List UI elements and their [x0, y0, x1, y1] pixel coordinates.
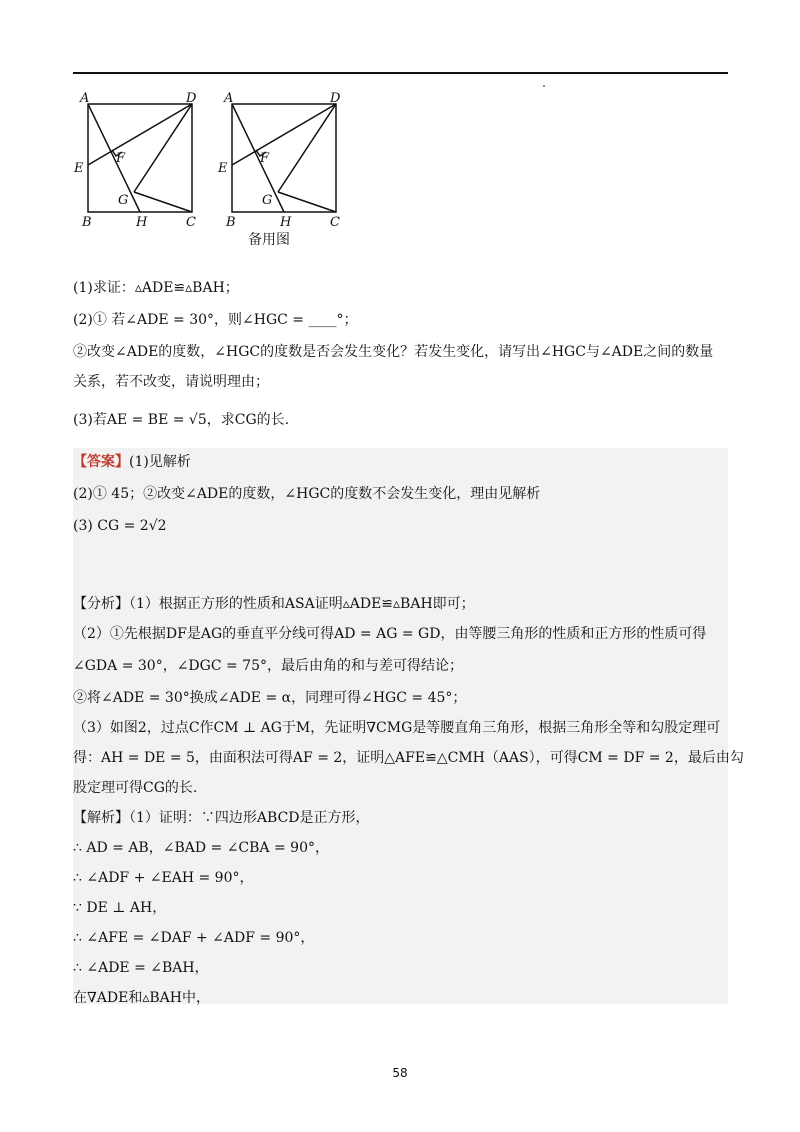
page-number: 58	[392, 1066, 408, 1080]
analysis-6: 得：AH = DE = 5，由面积法可得AF = 2，证明△AFE≌△CMH（AAS），可得CM = DF = 2，最后由勾	[73, 750, 744, 766]
solution-7: 在∇ADE和▵BAH中，	[73, 990, 210, 1006]
figure-square-spare	[214, 92, 349, 231]
label-d: D	[186, 91, 197, 106]
label-g: G	[118, 193, 129, 208]
solution-6: ∴ ∠ADE = ∠BAH，	[73, 960, 209, 976]
answer-line-1	[73, 452, 191, 472]
analysis-5: （3）如图2，过点C作CM ⊥ AG于M，先证明∇CMG是等腰直角三角形，根据三角形全等和勾股定理可	[73, 720, 721, 736]
analysis-2: （2）①先根据DF是AG的垂直平分线可得AD = AG = GD，由等腰三角形的性质和正方形的性质可得	[73, 626, 707, 642]
question-3: (3)若AE = BE = √5，求CG的长.	[73, 412, 290, 428]
label-f: F	[260, 151, 270, 166]
figure-square-main	[70, 92, 205, 231]
answer-tag: 【答案】	[73, 454, 129, 470]
label-e: E	[74, 161, 84, 176]
question-2-2a: ②改变∠ADE的度数，∠HGC的度数是否会发生变化？若发生变化，请写出∠HGC与∠ADE之间的数量	[73, 344, 714, 360]
segment-de	[88, 104, 192, 165]
geometry-figure-1	[70, 91, 205, 230]
analysis-1: 【分析】（1）根据正方形的性质和ASA证明▵ADE≌▵BAH即可；	[73, 596, 475, 612]
question-2-2b: 关系，若不改变，请说明理由；	[73, 374, 269, 390]
label-f: F	[116, 151, 126, 166]
header-rule	[73, 72, 728, 74]
solution-4: ∵ DE ⊥ AH，	[73, 900, 167, 916]
speck	[543, 85, 545, 87]
analysis-3: ∠GDA = 30°，∠DGC = 75°，最后由角的和与差可得结论；	[73, 658, 463, 674]
analysis-7: 股定理可得CG的长.	[73, 780, 198, 796]
figure-caption: 备用图	[248, 232, 290, 248]
geometry-figure-2	[214, 91, 349, 230]
answer-1: (1)见解析	[129, 454, 191, 470]
solution-1: 【解析】（1）证明：∵四边形ABCD是正方形，	[73, 810, 370, 826]
question-2-1: (2)① 若∠ADE = 30°，则∠HGC = ____°；	[73, 312, 358, 328]
label-a: A	[224, 91, 234, 106]
label-h: H	[136, 215, 148, 230]
label-c: C	[330, 215, 340, 230]
solution-3: ∴ ∠ADF + ∠EAH = 90°，	[73, 870, 254, 886]
label-g: G	[262, 193, 273, 208]
label-h: H	[280, 215, 292, 230]
segment-dg	[134, 104, 192, 192]
solution-2: ∴ AD = AB，∠BAD = ∠CBA = 90°，	[73, 840, 329, 856]
solution-5: ∴ ∠AFE = ∠DAF + ∠ADF = 90°，	[73, 930, 315, 946]
label-e: E	[218, 161, 228, 176]
label-a: A	[80, 91, 90, 106]
answer-2: (2)① 45；②改变∠ADE的度数，∠HGC的度数不会发生变化，理由见解析	[73, 486, 541, 502]
label-b: B	[82, 215, 92, 230]
question-1: (1)求证：▵ADE≌▵BAH；	[73, 280, 239, 296]
label-c: C	[186, 215, 196, 230]
square-abcd	[88, 104, 192, 212]
label-b: B	[226, 215, 236, 230]
segment-gc	[134, 192, 192, 212]
segment-ah	[88, 104, 140, 212]
answer-3: (3) CG = 2√2	[73, 518, 167, 534]
label-d: D	[330, 91, 341, 106]
analysis-4: ②将∠ADE = 30°换成∠ADE = α，同理可得∠HGC = 45°；	[73, 690, 467, 706]
